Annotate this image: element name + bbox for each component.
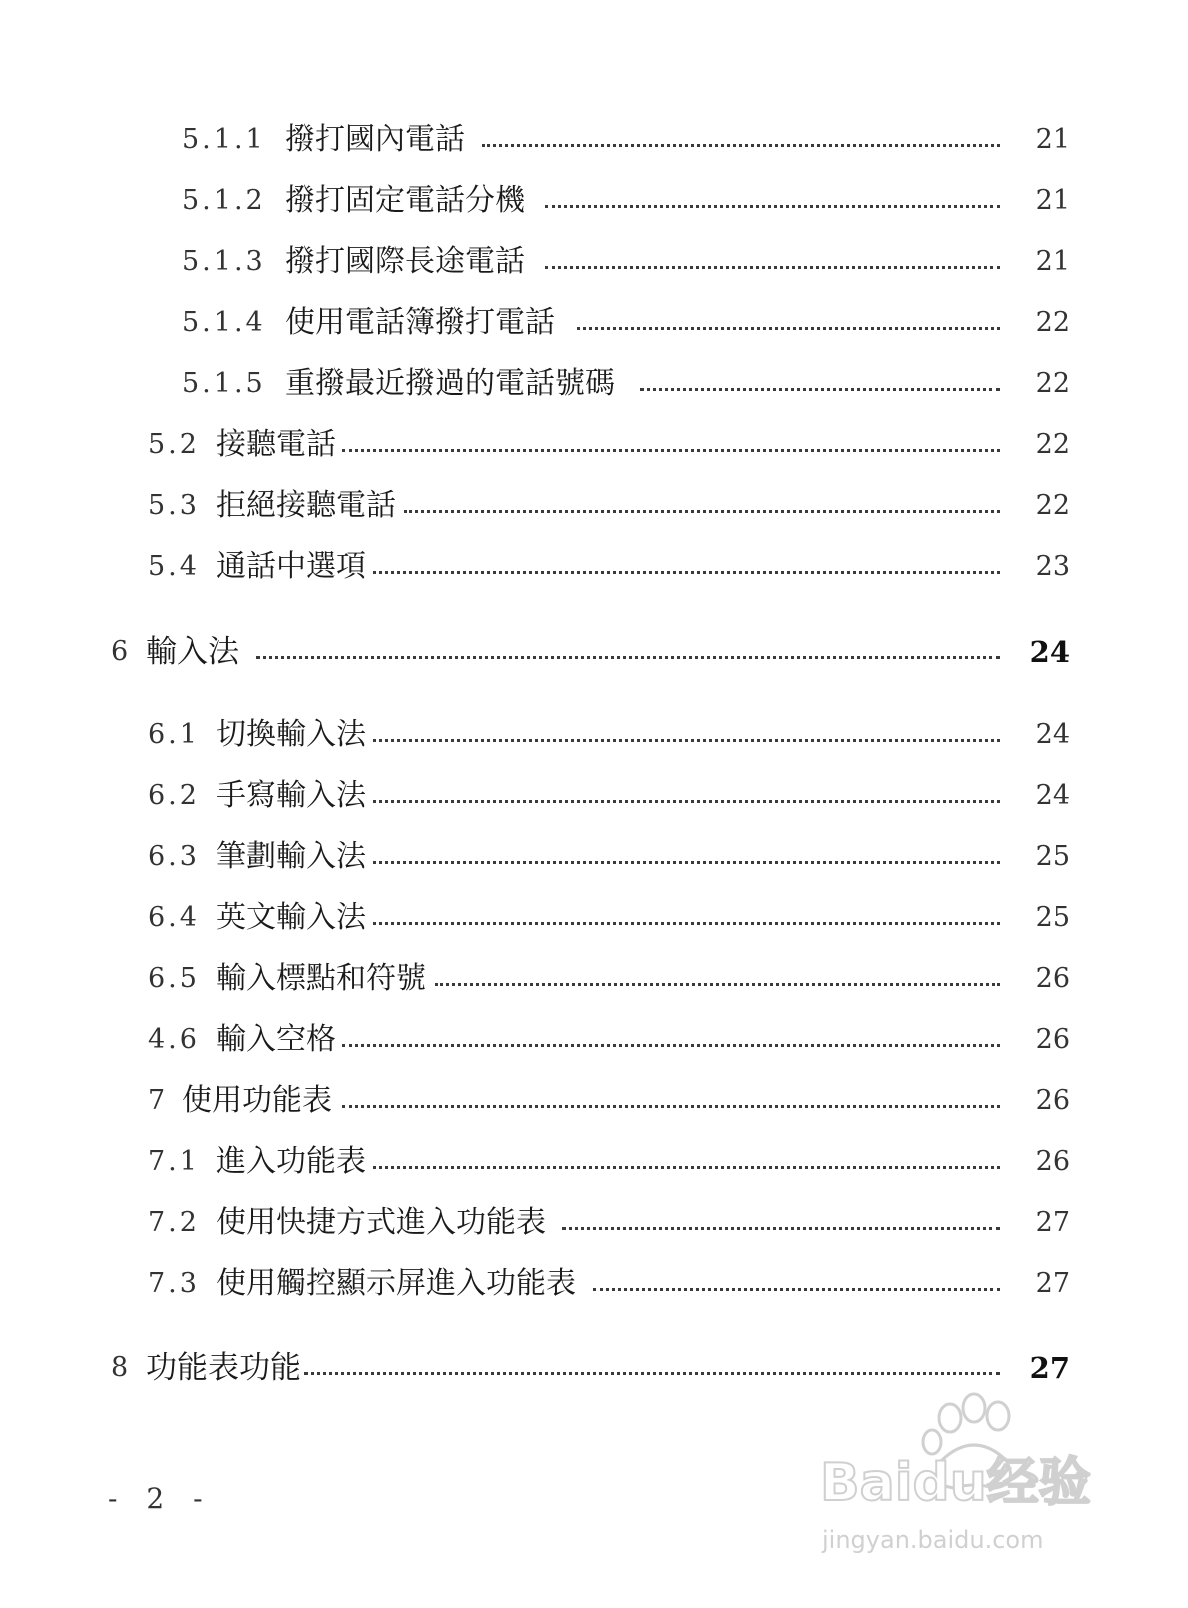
- toc-entry-page: 25: [1035, 902, 1070, 933]
- dot-leader: [342, 449, 1000, 452]
- toc-entry-page: 26: [1035, 1024, 1070, 1055]
- toc-entry-title: 手寫輸入法: [216, 778, 366, 813]
- toc-entry-6-5: [0, 957, 1188, 1001]
- toc-entry-title: 輸入法: [146, 634, 239, 670]
- toc-entry-number: 7.1: [148, 1146, 200, 1177]
- dot-leader: [640, 388, 1000, 391]
- dot-leader: [304, 1372, 1000, 1375]
- dot-leader: [404, 510, 1000, 513]
- baidu-jingyan-watermark: [814, 1390, 1114, 1560]
- toc-entry-number: 5.2: [148, 429, 200, 460]
- toc-entry-title: 拒絕接聽電話: [216, 488, 396, 523]
- toc-entry-page: 24: [1035, 780, 1070, 811]
- toc-entry-page: 22: [1035, 429, 1070, 460]
- toc-entry-5-1-5: [0, 362, 1188, 406]
- toc-entry-number: 6.5: [148, 963, 200, 994]
- toc-entry-number: 4.6: [148, 1024, 200, 1055]
- toc-entry-5-1-3: [0, 240, 1188, 284]
- toc-entry-title: 接聽電話: [216, 427, 336, 462]
- dot-leader: [342, 1044, 1000, 1047]
- dot-leader: [562, 1227, 1000, 1230]
- dot-leader: [373, 922, 1000, 925]
- toc-entry-number: 5.1.1: [182, 124, 266, 155]
- toc-entry-5-1-1: [0, 118, 1188, 162]
- toc-entry-number: 7: [148, 1085, 169, 1116]
- toc-entry-6-4: [0, 896, 1188, 940]
- toc-entry-page: 26: [1035, 1146, 1070, 1177]
- toc-entry-6-3: [0, 835, 1188, 879]
- toc-entry-7-3: [0, 1262, 1188, 1306]
- toc-entry-title: 撥打國際長途電話: [285, 244, 525, 279]
- toc-entry-number: 6.2: [148, 780, 200, 811]
- toc-entry-4-6: [0, 1018, 1188, 1062]
- toc-entry-page: 27: [1035, 1268, 1070, 1299]
- dot-leader: [256, 656, 1000, 659]
- toc-entry-5-1-2: [0, 179, 1188, 223]
- toc-entry-6-2: [0, 774, 1188, 818]
- toc-entry-title: 使用功能表: [182, 1083, 332, 1118]
- toc-entry-title: 撥打固定電話分機: [285, 183, 525, 218]
- toc-entry-number: 6.3: [148, 841, 200, 872]
- toc-entry-page: 22: [1035, 368, 1070, 399]
- toc-entry-page: 25: [1035, 841, 1070, 872]
- toc-entry-7-1: [0, 1140, 1188, 1184]
- toc-chapter-6: [0, 630, 1188, 674]
- toc-entry-page: 21: [1035, 246, 1070, 277]
- toc-entry-number: 5.1.4: [182, 307, 266, 338]
- dot-leader: [373, 1166, 1000, 1169]
- toc-entry-number: 7.2: [148, 1207, 200, 1238]
- dot-leader: [373, 739, 1000, 742]
- toc-entry-5-2: [0, 423, 1188, 467]
- toc-entry-title: 使用觸控顯示屏進入功能表: [216, 1266, 576, 1301]
- toc-entry-page: 21: [1035, 124, 1070, 155]
- dot-leader: [545, 266, 1000, 269]
- dot-leader: [482, 144, 1000, 147]
- toc-entry-page: 23: [1035, 551, 1070, 582]
- toc-entry-title: 使用電話簿撥打電話: [285, 305, 555, 340]
- toc-entry-7-2: [0, 1201, 1188, 1245]
- toc-entry-title: 撥打國內電話: [285, 122, 465, 157]
- toc-entry-page: 21: [1035, 185, 1070, 216]
- toc-entry-page: 26: [1035, 963, 1070, 994]
- toc-entry-title: 英文輸入法: [216, 900, 366, 935]
- dot-leader: [545, 205, 1000, 208]
- toc-entry-number: 7.3: [148, 1268, 200, 1299]
- dot-leader: [435, 983, 1000, 986]
- toc-entry-title: 重撥最近撥過的電話號碼: [285, 366, 615, 401]
- toc-chapter-8: [0, 1346, 1188, 1390]
- toc-entry-number: 5.1.2: [182, 185, 266, 216]
- toc-entry-title: 進入功能表: [216, 1144, 366, 1179]
- toc-entry-title: 使用快捷方式進入功能表: [216, 1205, 546, 1240]
- toc-entry-title: 功能表功能: [146, 1350, 301, 1386]
- watermark-url: jingyan.baidu.com: [822, 1526, 1044, 1554]
- toc-entry-number: 6: [111, 636, 132, 667]
- toc-entry-5-4: [0, 545, 1188, 589]
- toc-entry-page: 27: [1029, 1351, 1070, 1385]
- toc-entry-page: 22: [1035, 490, 1070, 521]
- toc-entry-number: 5.1.5: [182, 368, 266, 399]
- toc-entry-page: 27: [1035, 1207, 1070, 1238]
- toc-entry-page: 22: [1035, 307, 1070, 338]
- dot-leader: [342, 1105, 1000, 1108]
- toc-entry-title: 筆劃輸入法: [216, 839, 366, 874]
- toc-entry-page: 24: [1029, 635, 1070, 669]
- toc-entry-number: 6.4: [148, 902, 200, 933]
- toc-entry-7: [0, 1079, 1188, 1123]
- toc-entry-number: 5.4: [148, 551, 200, 582]
- page-number: - 2 -: [108, 1482, 213, 1515]
- toc-entry-number: 8: [111, 1352, 132, 1383]
- dot-leader: [373, 800, 1000, 803]
- toc-entry-6-1: [0, 713, 1188, 757]
- toc-entry-page: 24: [1035, 719, 1070, 750]
- dot-leader: [577, 327, 1000, 330]
- toc-entry-number: 5.1.3: [182, 246, 266, 277]
- toc-entry-number: 6.1: [148, 719, 200, 750]
- toc-entry-5-3: [0, 484, 1188, 528]
- dot-leader: [373, 861, 1000, 864]
- toc-entry-5-1-4: [0, 301, 1188, 345]
- dot-leader: [373, 571, 1000, 574]
- dot-leader: [593, 1288, 1000, 1291]
- toc-entry-number: 5.3: [148, 490, 200, 521]
- toc-entry-title: 輸入空格: [216, 1022, 336, 1057]
- watermark-brand: Baidu经验: [820, 1453, 1091, 1513]
- toc-entry-page: 26: [1035, 1085, 1070, 1116]
- toc-entry-title: 通話中選項: [216, 549, 366, 584]
- toc-entry-title: 輸入標點和符號: [216, 961, 426, 996]
- toc-entry-title: 切換輸入法: [216, 717, 366, 752]
